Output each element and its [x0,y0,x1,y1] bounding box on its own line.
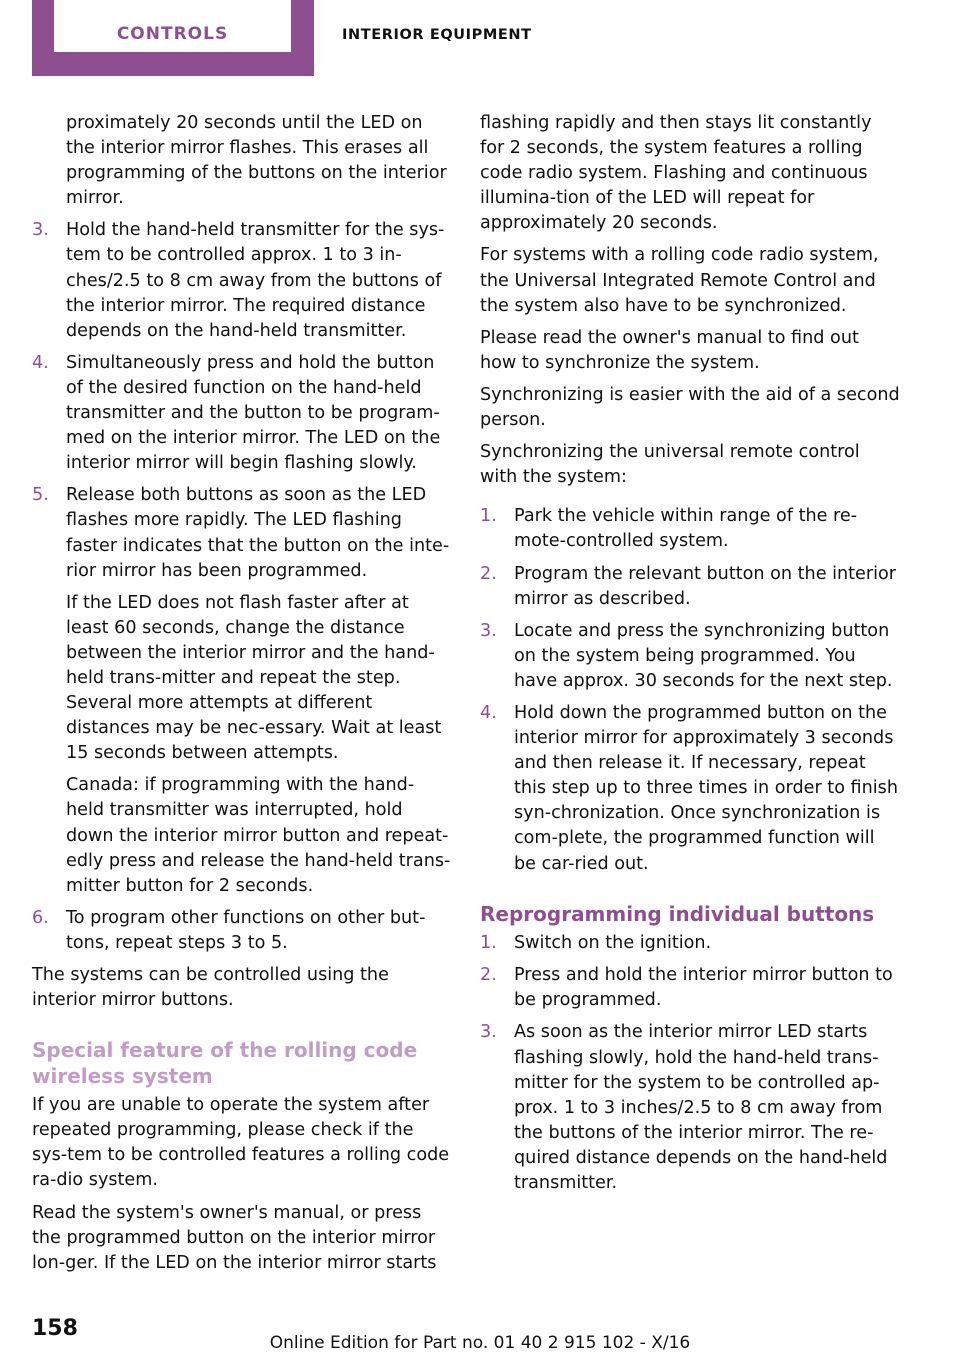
programming-steps [32,218,452,956]
step-item [480,619,900,694]
step-item [480,931,900,956]
body-paragraph: Synchronizing the universal remote control with the system: [480,442,860,488]
step-number: 3. [480,620,497,641]
step-text: Release both buttons as soon as the LED flashes more rapidly. The LED flashing faster indicates that the button on the inte-rior mirror has been programmed. [66,485,450,581]
step-text: Park the vehicle within range of the re-mote-controlled system. [514,506,858,552]
step-text: Hold down the programmed button on the interior mirror for approximately 3 seconds and then release it. If necessary, repeat this step up to three times in order to finish syn-chronization. Once synchronization is com-plete, the programmed function will be car-ried out. [514,702,898,874]
step-item [32,906,452,956]
step-text: Press and hold the interior mirror button to be programmed. [514,965,893,1011]
step-number: 1. [480,933,497,954]
step-number: 1. [480,506,497,527]
step-number: 2. [480,563,497,584]
step-item [32,351,452,476]
step-text: As soon as the interior mirror LED starts flashing slowly, hold the hand-held trans-mitter for the system to be controlled ap-prox. 1 to 3 inches/2.5 to 8 cm away from the buttons of the interior mirror. The re-quired distance depends on the hand-held transmitter. [514,1022,888,1193]
step-text: Program the relevant button on the interior mirror as described. [514,563,896,609]
step-text: Locate and press the synchronizing button on the system being programmed. You have approx. 30 seconds for the next step. [514,620,893,691]
step-number: 2. [480,965,497,986]
step-item [480,504,900,554]
step-item [480,1020,900,1196]
step-text: If the LED does not flash faster after at least 60 seconds, change the distance between the interior mirror and the hand-held trans-mitter and repeat the step. Several more attempts at different distances may be nec-essary. Wait at least 15 seconds between attempts. [66,592,442,764]
step-item [480,963,900,1013]
right-column [480,111,900,1203]
step-text: Hold the hand-held transmitter for the sys-tem to be controlled approx. 1 to 3 in-ches/2.5 to 8 cm away from the buttons of the interior mirror. The required distance depends on the hand-held transmitter. [66,220,445,341]
body-paragraph: The systems can be controlled using the interior mirror buttons. [32,965,389,1011]
continued-text: proximately 20 seconds until the LED on the interior mirror flashes. This erases all programming of the buttons on the interior mirror. [66,113,447,209]
step-item [480,562,900,612]
left-column [32,111,452,1283]
chapter-tab [32,0,314,76]
page-number: 158 [32,1316,78,1341]
body-paragraph: If you are unable to operate the system after repeated programming, please check if the sys-tem to be controlled features a rolling code ra-dio system. [32,1095,450,1191]
step-number: 4. [480,702,497,723]
step-text: To program other functions on other but-tons, repeat steps 3 to 5. [66,907,426,953]
chapter-tab-label: CONTROLS [116,24,229,44]
body-paragraph: For systems with a rolling code radio system, the Universal Integrated Remote Control and the system also have to be synchronized. [480,245,879,316]
step-text: Simultaneously press and hold the button of the desired function on the hand-held transmitter and the button to be program-med on the interior mirror. The LED on the interior mirror will begin flashing slowly. [66,352,441,474]
step-text: Canada: if programming with the hand-held transmitter was interrupted, hold down the interior mirror button and repeat-edly press and release the hand-held trans-mitter button for 2 seconds. [66,775,451,896]
section-label: INTERIOR EQUIPMENT [342,27,532,43]
body-paragraph: Read the system's owner's manual, or press the programmed button on the interior mirror lon-ger. If the LED on the interior mirror starts [32,1202,437,1273]
reprogramming-steps [480,931,900,1196]
step-item [32,483,452,899]
step-item [32,218,452,343]
step-number: 5. [32,485,49,506]
step-text: Switch on the ignition. [514,933,712,954]
step-item [480,701,900,877]
section-heading: Special feature of the rolling code wireless system [32,1038,418,1088]
chapter-tab-inner [54,0,291,52]
section-heading: Reprogramming individual buttons [480,901,875,926]
edition-footer: Online Edition for Part no. 01 40 2 915 102 - X/16 [269,1333,691,1353]
synchronizing-steps [480,504,900,876]
step-number: 3. [480,1022,497,1043]
step-number: 6. [32,907,49,928]
step-number: 3. [32,220,49,241]
body-paragraph: flashing rapidly and then stays lit constantly for 2 seconds, the system features a rolling code radio system. Flashing and continuous illumina-tion of the LED will repeat for approximately 20 seconds. [480,113,872,234]
body-paragraph: Synchronizing is easier with the aid of a second person. [480,384,900,431]
step-number: 4. [32,352,49,373]
body-paragraph: Please read the owner's manual to find out how to synchronize the system. [480,327,859,373]
